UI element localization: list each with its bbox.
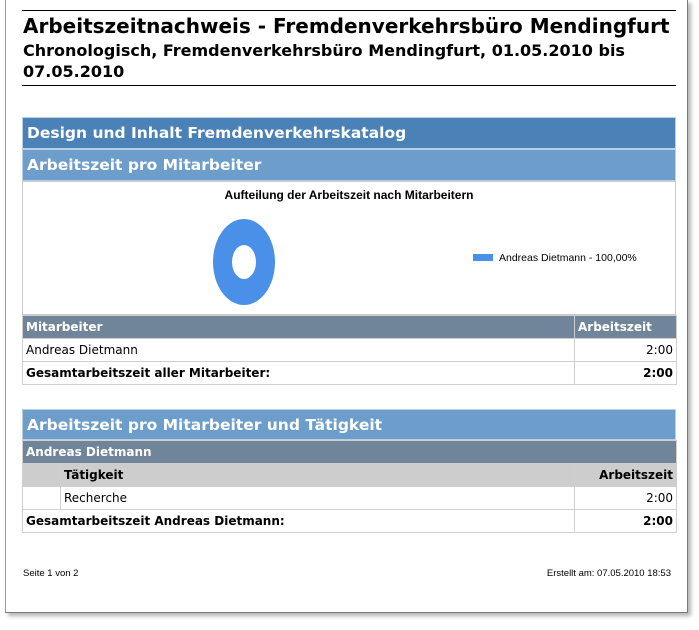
footer-page-number: Seite 1 von 2: [23, 568, 79, 579]
total-time: 2:00: [575, 362, 677, 385]
activity-name: Recherche: [61, 487, 575, 510]
legend-label: Andreas Dietmann - 100,00%: [499, 252, 637, 264]
legend-swatch: [473, 254, 493, 261]
activity-time: 2:00: [575, 487, 677, 510]
total-row: [23, 510, 677, 533]
col-time-header: Arbeitszeit: [575, 316, 677, 339]
table-row: [23, 487, 677, 510]
employee-table: [22, 315, 677, 385]
report-subtitle: Chronologisch, Fremdenverkehrsbüro Mendingfurt, 01.05.2010 bis 07.05.2010: [23, 41, 625, 81]
table-row: [23, 339, 677, 362]
total-row: [23, 362, 677, 385]
report-page: [5, 0, 688, 613]
indent-cell: [23, 487, 61, 510]
col-activity-time-header: Arbeitszeit: [575, 464, 677, 487]
header-bottom-rule: [22, 85, 676, 86]
project-title: Design und Inhalt Fremdenverkehrskatalog: [27, 124, 407, 142]
employee-name: Andreas Dietmann: [23, 339, 575, 362]
footer-created: Erstellt am: 07.05.2010 18:53: [546, 568, 671, 579]
donut-chart: [191, 217, 297, 307]
activity-employee-name: Andreas Dietmann: [23, 441, 677, 464]
activity-table: [22, 440, 677, 533]
activity-total-label: Gesamtarbeitszeit Andreas Dietmann:: [23, 510, 575, 533]
section-employee-header: [22, 149, 676, 181]
indent-cell: [23, 464, 61, 487]
section-activity-title: Arbeitszeit pro Mitarbeiter und Tätigkeit: [27, 416, 383, 434]
col-employee-header: Mitarbeiter: [23, 316, 575, 339]
section-employee-title: Arbeitszeit pro Mitarbeiter: [27, 156, 262, 174]
total-label: Gesamtarbeitszeit aller Mitarbeiter:: [23, 362, 575, 385]
section-activity-header: [22, 409, 676, 440]
report-title: Arbeitszeitnachweis - Fremdenverkehrsbüro Mendingfurt: [23, 14, 670, 38]
employee-chart: [22, 181, 676, 315]
employee-table-header: [23, 316, 677, 339]
activity-employee-row: [23, 441, 677, 464]
chart-title: Aufteilung der Arbeitszeit nach Mitarbeitern: [224, 188, 474, 202]
pie-slice: [213, 219, 275, 305]
project-header: [22, 117, 676, 149]
employee-time: 2:00: [575, 339, 677, 362]
activity-total-time: 2:00: [575, 510, 677, 533]
col-activity-header: Tätigkeit: [61, 464, 575, 487]
activity-table-header: [23, 464, 677, 487]
header-top-rule: [22, 10, 676, 11]
